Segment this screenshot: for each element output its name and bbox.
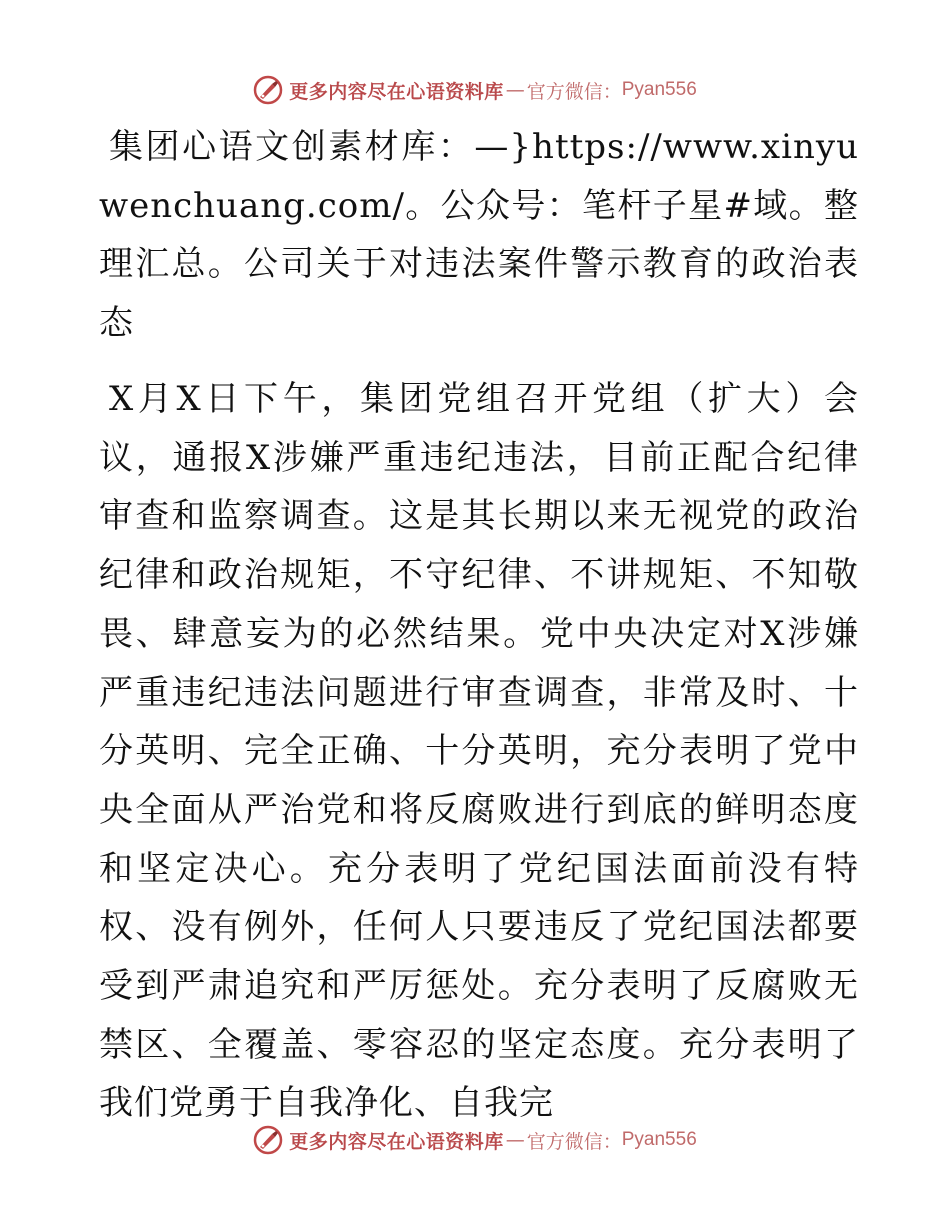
banner-wechat-label: 官方微信： — [526, 1130, 622, 1153]
banner-wechat-account: Pyan556 — [621, 1129, 697, 1150]
header-banner — [0, 70, 950, 110]
banner-dash: — — [505, 79, 525, 101]
pen-nib-logo-icon — [253, 1125, 283, 1155]
banner-slogan: 更多内容尽在心语资料库 — [289, 1130, 504, 1153]
body-text: X月X日下午，集团党组召开党组（扩大）会议，通报X涉嫌严重违纪违法，目前正配合纪律审查和监察调查。这是其长期以来无视党的政治纪律和政治规矩，不守纪律、不讲规矩、不知敬畏、肆意妄为的必然结果。党中央决定对X涉嫌严重违纪违法问题进行审查调查，非常及时、十分英明、完全正确、十分英明，充分表明了党中央全面从严治党和将反腐败进行到底的鲜明态度和坚定决心。充分表明了党纪国法面前没有特权、没有例外，任何人只要违反了党纪国法都要受到严肃追究和严厉惩处。充分表明了反腐败无禁区、全覆盖、零容忍的坚定态度。充分表明了我们党勇于自我净化、自我完 — [99, 379, 859, 1124]
banner-wechat-account: Pyan556 — [621, 79, 697, 100]
footer-banner — [0, 1120, 950, 1160]
pen-nib-logo-icon — [253, 75, 283, 105]
banner-wechat-label: 官方微信： — [526, 80, 622, 103]
document-body — [99, 370, 859, 1133]
banner-dash: — — [505, 1129, 525, 1151]
banner-slogan: 更多内容尽在心语资料库 — [289, 80, 504, 103]
document-intro — [99, 118, 859, 353]
intro-text: 集团心语文创素材库：—}https://www.xinyuwenchuang.com/。公众号：笔杆子星#域。整理汇总。公司关于对违法案件警示教育的政治表态 — [99, 127, 859, 344]
